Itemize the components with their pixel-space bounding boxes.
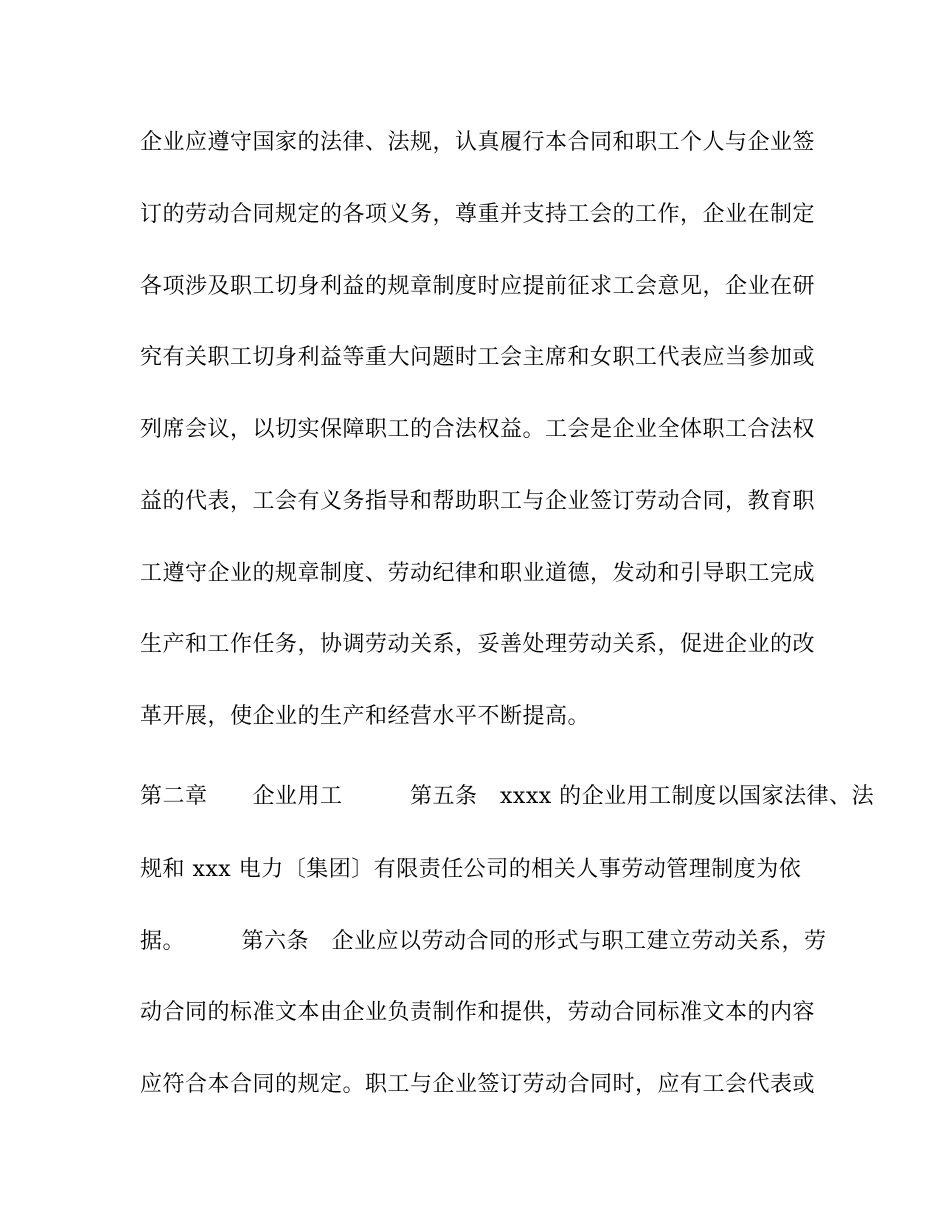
text-line: 各项涉及职工切身利益的规章制度时应提前征求工会意见，企业在研 — [140, 274, 816, 299]
text-line: 工遵守企业的规章制度、劳动纪律和职业道德，发动和引导职工完成 — [140, 561, 816, 586]
text-line: 规和 xxx 电力〔集团〕有限责任公司的相关人事劳动管理制度为依 — [140, 857, 802, 882]
text-line: 生产和工作任务，协调劳动关系，妥善处理劳动关系，促进企业的改 — [140, 632, 816, 657]
text-line: 益的代表，工会有义务指导和帮助职工与企业签订劳动合同，教育职 — [140, 489, 816, 514]
text-line: 动合同的标准文本由企业负责制作和提供，劳动合同标准文本的内容 — [140, 1000, 816, 1025]
text-line: 应符合本合同的规定。职工与企业签订劳动合同时，应有工会代表或 — [140, 1072, 816, 1097]
text-line: 究有关职工切身利益等重大问题时工会主席和女职工代表应当参加或 — [140, 345, 816, 370]
text-line: 企业应遵守国家的法律、法规，认真履行本合同和职工个人与企业签 — [140, 130, 816, 155]
text-line: 订的劳动合同规定的各项义务，尊重并支持工会的工作，企业在制定 — [140, 202, 816, 227]
text-line: 据。 第六条 企业应以劳动合同的形式与职工建立劳动关系，劳 — [140, 929, 827, 954]
text-line: 列席会议，以切实保障职工的合法权益。工会是企业全体职工合法权 — [140, 417, 816, 442]
chapter-heading-line: 第二章 企业用工 第五条 xxxx 的企业用工制度以国家法律、法 — [140, 784, 875, 809]
text-line: 革开展，使企业的生产和经营水平不断提高。 — [140, 704, 591, 729]
